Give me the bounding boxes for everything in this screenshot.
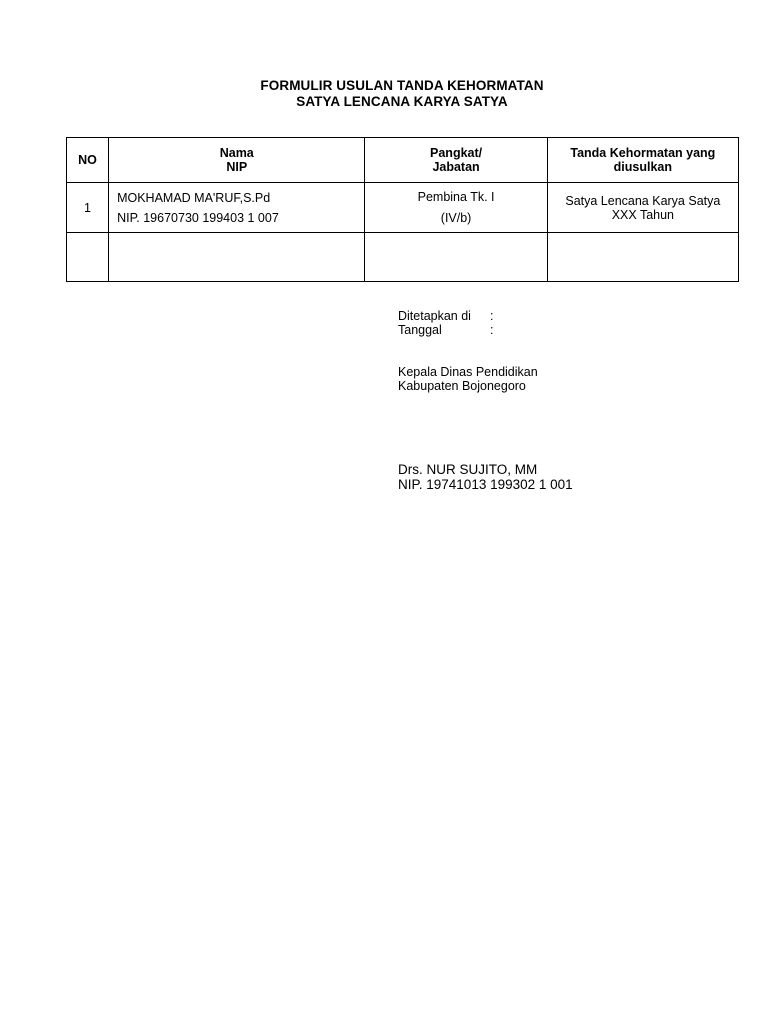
header-nama-nip <box>109 138 365 183</box>
tanggal-separator: : <box>490 323 494 337</box>
row-tanda-kehormatan <box>547 183 738 233</box>
row-golongan: (IV/b) <box>440 210 472 225</box>
position-line1: Kepala Dinas Pendidikan <box>398 365 538 379</box>
document-title: FORMULIR USULAN TANDA KEHORMATAN <box>260 78 544 93</box>
row-nama-nip <box>109 183 365 233</box>
row-pangkat: Pembina Tk. I <box>417 189 495 204</box>
position-line2: Kabupaten Bojonegoro <box>398 379 526 393</box>
empty-cell <box>109 233 365 282</box>
header-pangkat: Pangkat/ <box>430 146 483 160</box>
signatory-name: Drs. NUR SUJITO, MM <box>398 462 538 477</box>
row-nip: NIP. 19670730 199403 1 007 <box>117 210 279 225</box>
tanggal-row <box>398 323 493 337</box>
ditetapkan-row <box>398 309 493 323</box>
row-no: 1 <box>67 183 109 233</box>
empty-cell <box>547 233 738 282</box>
table-row-empty <box>67 233 739 282</box>
ditetapkan-label: Ditetapkan di <box>398 309 471 323</box>
proposal-table <box>66 137 739 282</box>
ditetapkan-separator: : <box>490 309 494 323</box>
header-tanda-line2: diusulkan <box>613 160 673 174</box>
signature-position <box>398 365 538 393</box>
empty-cell <box>67 233 109 282</box>
tanggal-label: Tanggal <box>398 323 442 337</box>
row-nama: MOKHAMAD MA'RUF,S.Pd <box>117 190 271 205</box>
row-tanda-line1: Satya Lencana Karya Satya <box>565 193 721 208</box>
header-nama: Nama <box>219 146 254 160</box>
row-tanda-line2: XXX Tahun <box>611 207 675 222</box>
row-pangkat-jabatan <box>365 183 547 233</box>
header-tanda-kehormatan <box>547 138 738 183</box>
signature-place-date <box>398 309 493 337</box>
table-header-row <box>67 138 739 183</box>
document-subtitle: SATYA LENCANA KARYA SATYA <box>296 94 508 109</box>
table-row <box>67 183 739 233</box>
header-jabatan: Jabatan <box>432 160 480 174</box>
signatory <box>398 462 573 492</box>
header-pangkat-jabatan <box>365 138 547 183</box>
header-tanda-line1: Tanda Kehormatan yang <box>570 146 716 160</box>
header-nip: NIP <box>226 160 248 174</box>
signatory-nip: NIP. 19741013 199302 1 001 <box>398 477 573 492</box>
empty-cell <box>365 233 547 282</box>
header-no: NO <box>67 138 109 183</box>
